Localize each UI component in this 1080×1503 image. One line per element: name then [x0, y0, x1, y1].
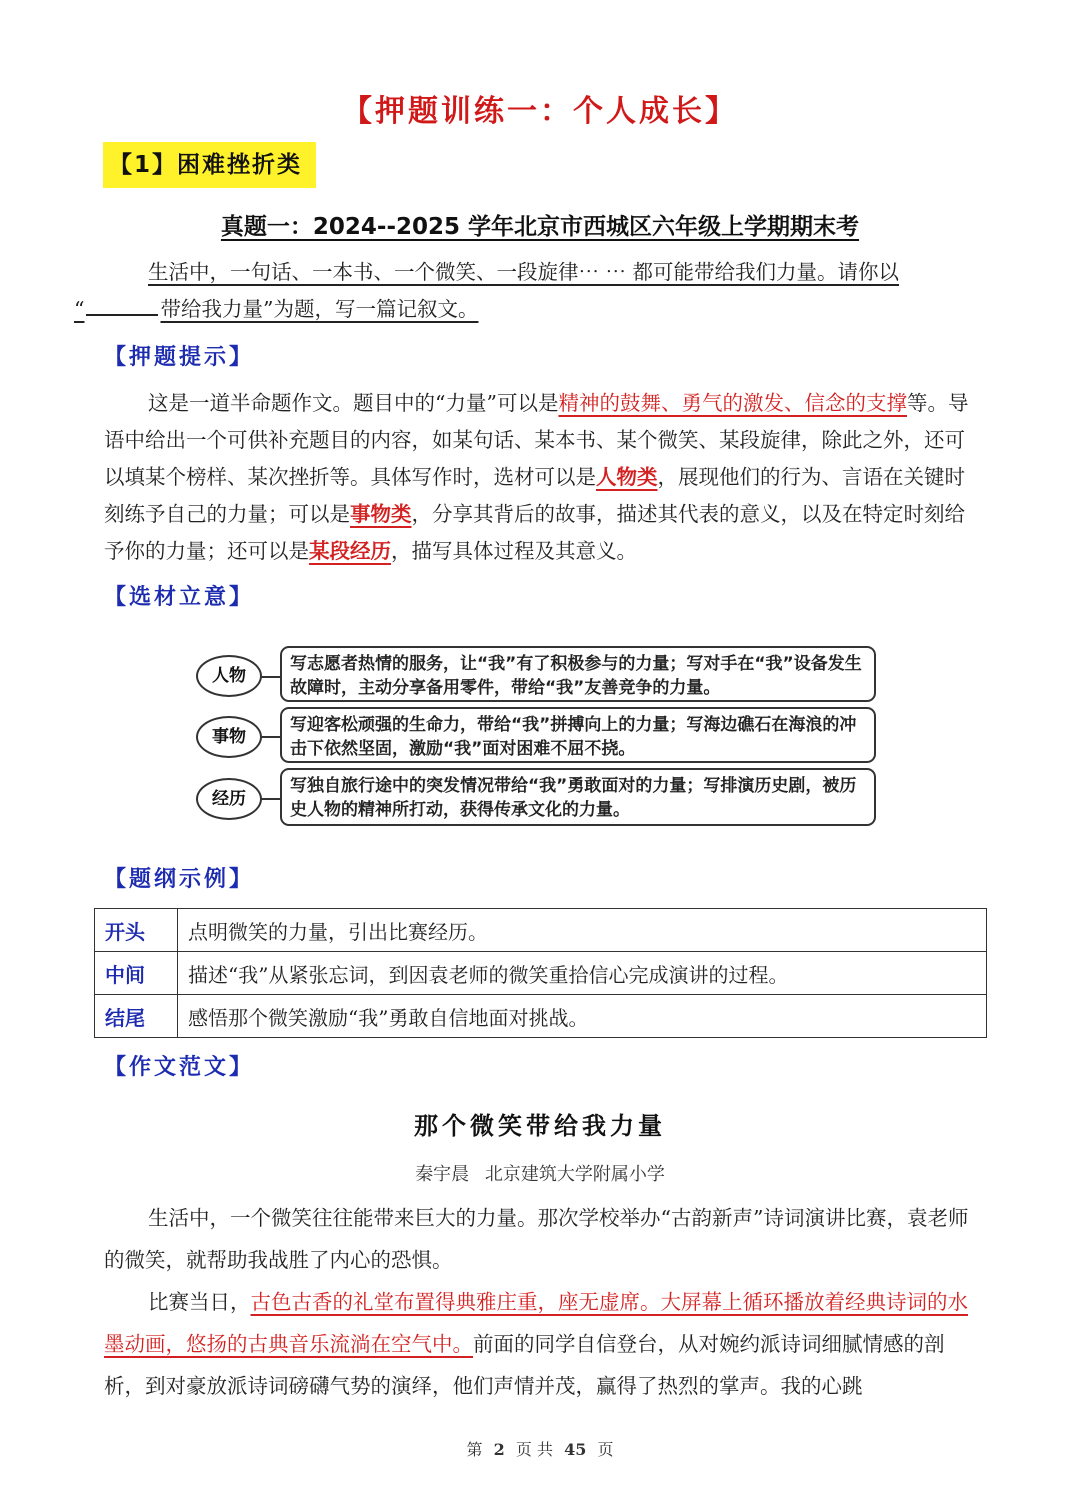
section-hint: 【押题提示】 — [104, 345, 255, 370]
essay-title: 那个微笑带给我力量 — [414, 1112, 666, 1140]
diagram-label-experience: 经历 — [196, 778, 262, 820]
hint-red-things: 事物类 — [350, 502, 412, 526]
exam-title-text: 真题一：2024--2025 学年北京市西城区六年级上学期期末考 — [220, 214, 860, 240]
footer-total-pages: 45 — [564, 1440, 587, 1459]
section-essay: 【作文范文】 — [104, 1055, 255, 1080]
hint-red-exp: 某段经历 — [309, 539, 391, 563]
diagram-box-experience: 写独自旅行途中的突发情况带给“我”勇敢面对的力量；写排演历史剧，被历史人物的精神所打动，获得传承文化的力量。 — [280, 768, 876, 826]
outline-label: 中间 — [95, 952, 178, 995]
table-row — [95, 909, 987, 952]
prompt-paragraph — [74, 254, 976, 328]
outline-table — [94, 908, 987, 1038]
hint-text-2: 等。导语中给出一个可供补充题目的内容，如某句话、某本书、某个微笑、某段旋律，除此之外，还可以填某个榜样、某次挫折等。具体写作时，选材可以是 — [104, 391, 969, 489]
hint-red-1: 精神的鼓舞、勇气的激发、信念的支撑 — [558, 391, 907, 415]
essay-p2-start: 比赛当日， — [148, 1290, 251, 1314]
hint-red-people: 人物类 — [596, 465, 658, 489]
hint-text-4: ，分享其背后的故事，描述其代表的意义，以及在特定时刻给予你的力量；还可以是 — [104, 502, 965, 563]
essay-p2-rest: 前面的同学自信登台，从对婉约派诗词细腻情感的剖析，到对豪放派诗词磅礴气势的演绎，他们声情并茂，赢得了热烈的掌声。我的心跳 — [104, 1332, 945, 1398]
essay-paragraph-2 — [104, 1281, 976, 1407]
outline-label: 结尾 — [95, 995, 178, 1038]
diagram-connector — [260, 736, 282, 738]
outline-text: 感悟那个微笑激励“我”勇敢自信地面对挑战。 — [178, 995, 987, 1038]
hint-text-3: ，展现他们的行为、言语在关键时刻练予自己的力量；可以是 — [104, 465, 965, 526]
outline-text: 描述“我”从紧张忘词，到因袁老师的微笑重拾信心完成演讲的过程。 — [178, 952, 987, 995]
exam-title — [0, 208, 1080, 241]
category-tag: 【1】困难挫折类 — [103, 142, 316, 188]
section-outline: 【题纲示例】 — [104, 867, 255, 892]
prompt-blank — [86, 294, 158, 316]
outline-label: 开头 — [95, 909, 178, 952]
table-row — [95, 995, 987, 1038]
diagram-connector — [260, 676, 282, 678]
section-material: 【选材立意】 — [104, 585, 255, 610]
prompt-line1: 生活中，一句话、一本书、一个微笑、一段旋律⋯ ⋯ 都可能带给我们力量。请你以 — [148, 260, 900, 284]
essay-author: 秦宇晨 北京建筑大学附属小学 — [415, 1164, 665, 1185]
diagram-label-people: 人物 — [196, 655, 262, 697]
footer-pre: 第 — [466, 1440, 483, 1459]
essay-paragraph-1: 生活中，一个微笑往往能带来巨大的力量。那次学校举办“古韵新声”诗词演讲比赛，袁老师的微笑，就帮助我战胜了内心的恐惧。 — [104, 1206, 969, 1272]
footer-mid: 页 共 — [515, 1440, 553, 1459]
table-row — [95, 952, 987, 995]
main-title: 【押题训练一：个人成长】 — [342, 94, 738, 129]
prompt-line2: 带给我力量”为题，写一篇记叙文。 — [160, 297, 479, 321]
diagram-connector — [260, 798, 282, 800]
hint-text-5: ，描写具体过程及其意义。 — [391, 539, 637, 563]
hint-text-1: 这是一道半命题作文。题目中的“力量”可以是 — [148, 391, 559, 415]
hint-paragraph — [104, 385, 976, 570]
footer-post: 页 — [597, 1440, 614, 1459]
diagram-label-things: 事物 — [196, 716, 262, 758]
footer-page-number: 2 — [493, 1440, 505, 1459]
prompt-open-quote: “ — [74, 297, 85, 321]
essay-p2-red: 古色古香的礼堂布置得典雅庄重，座无虚席。大屏幕上循环播放着经典诗词的水墨动画，悠扬的古典音乐流淌在空气中。 — [104, 1290, 968, 1356]
diagram-box-things: 写迎客松顽强的生命力，带给“我”拼搏向上的力量；写海边礁石在海浪的冲击下依然坚固，激励“我”面对困难不屈不挠。 — [280, 707, 876, 763]
page-footer — [0, 1437, 1080, 1460]
diagram-box-people: 写志愿者热情的服务，让“我”有了积极参与的力量；写对手在“我”设备发生故障时，主动分享备用零件，带给“我”友善竞争的力量。 — [280, 646, 876, 702]
outline-text: 点明微笑的力量，引出比赛经历。 — [178, 909, 987, 952]
